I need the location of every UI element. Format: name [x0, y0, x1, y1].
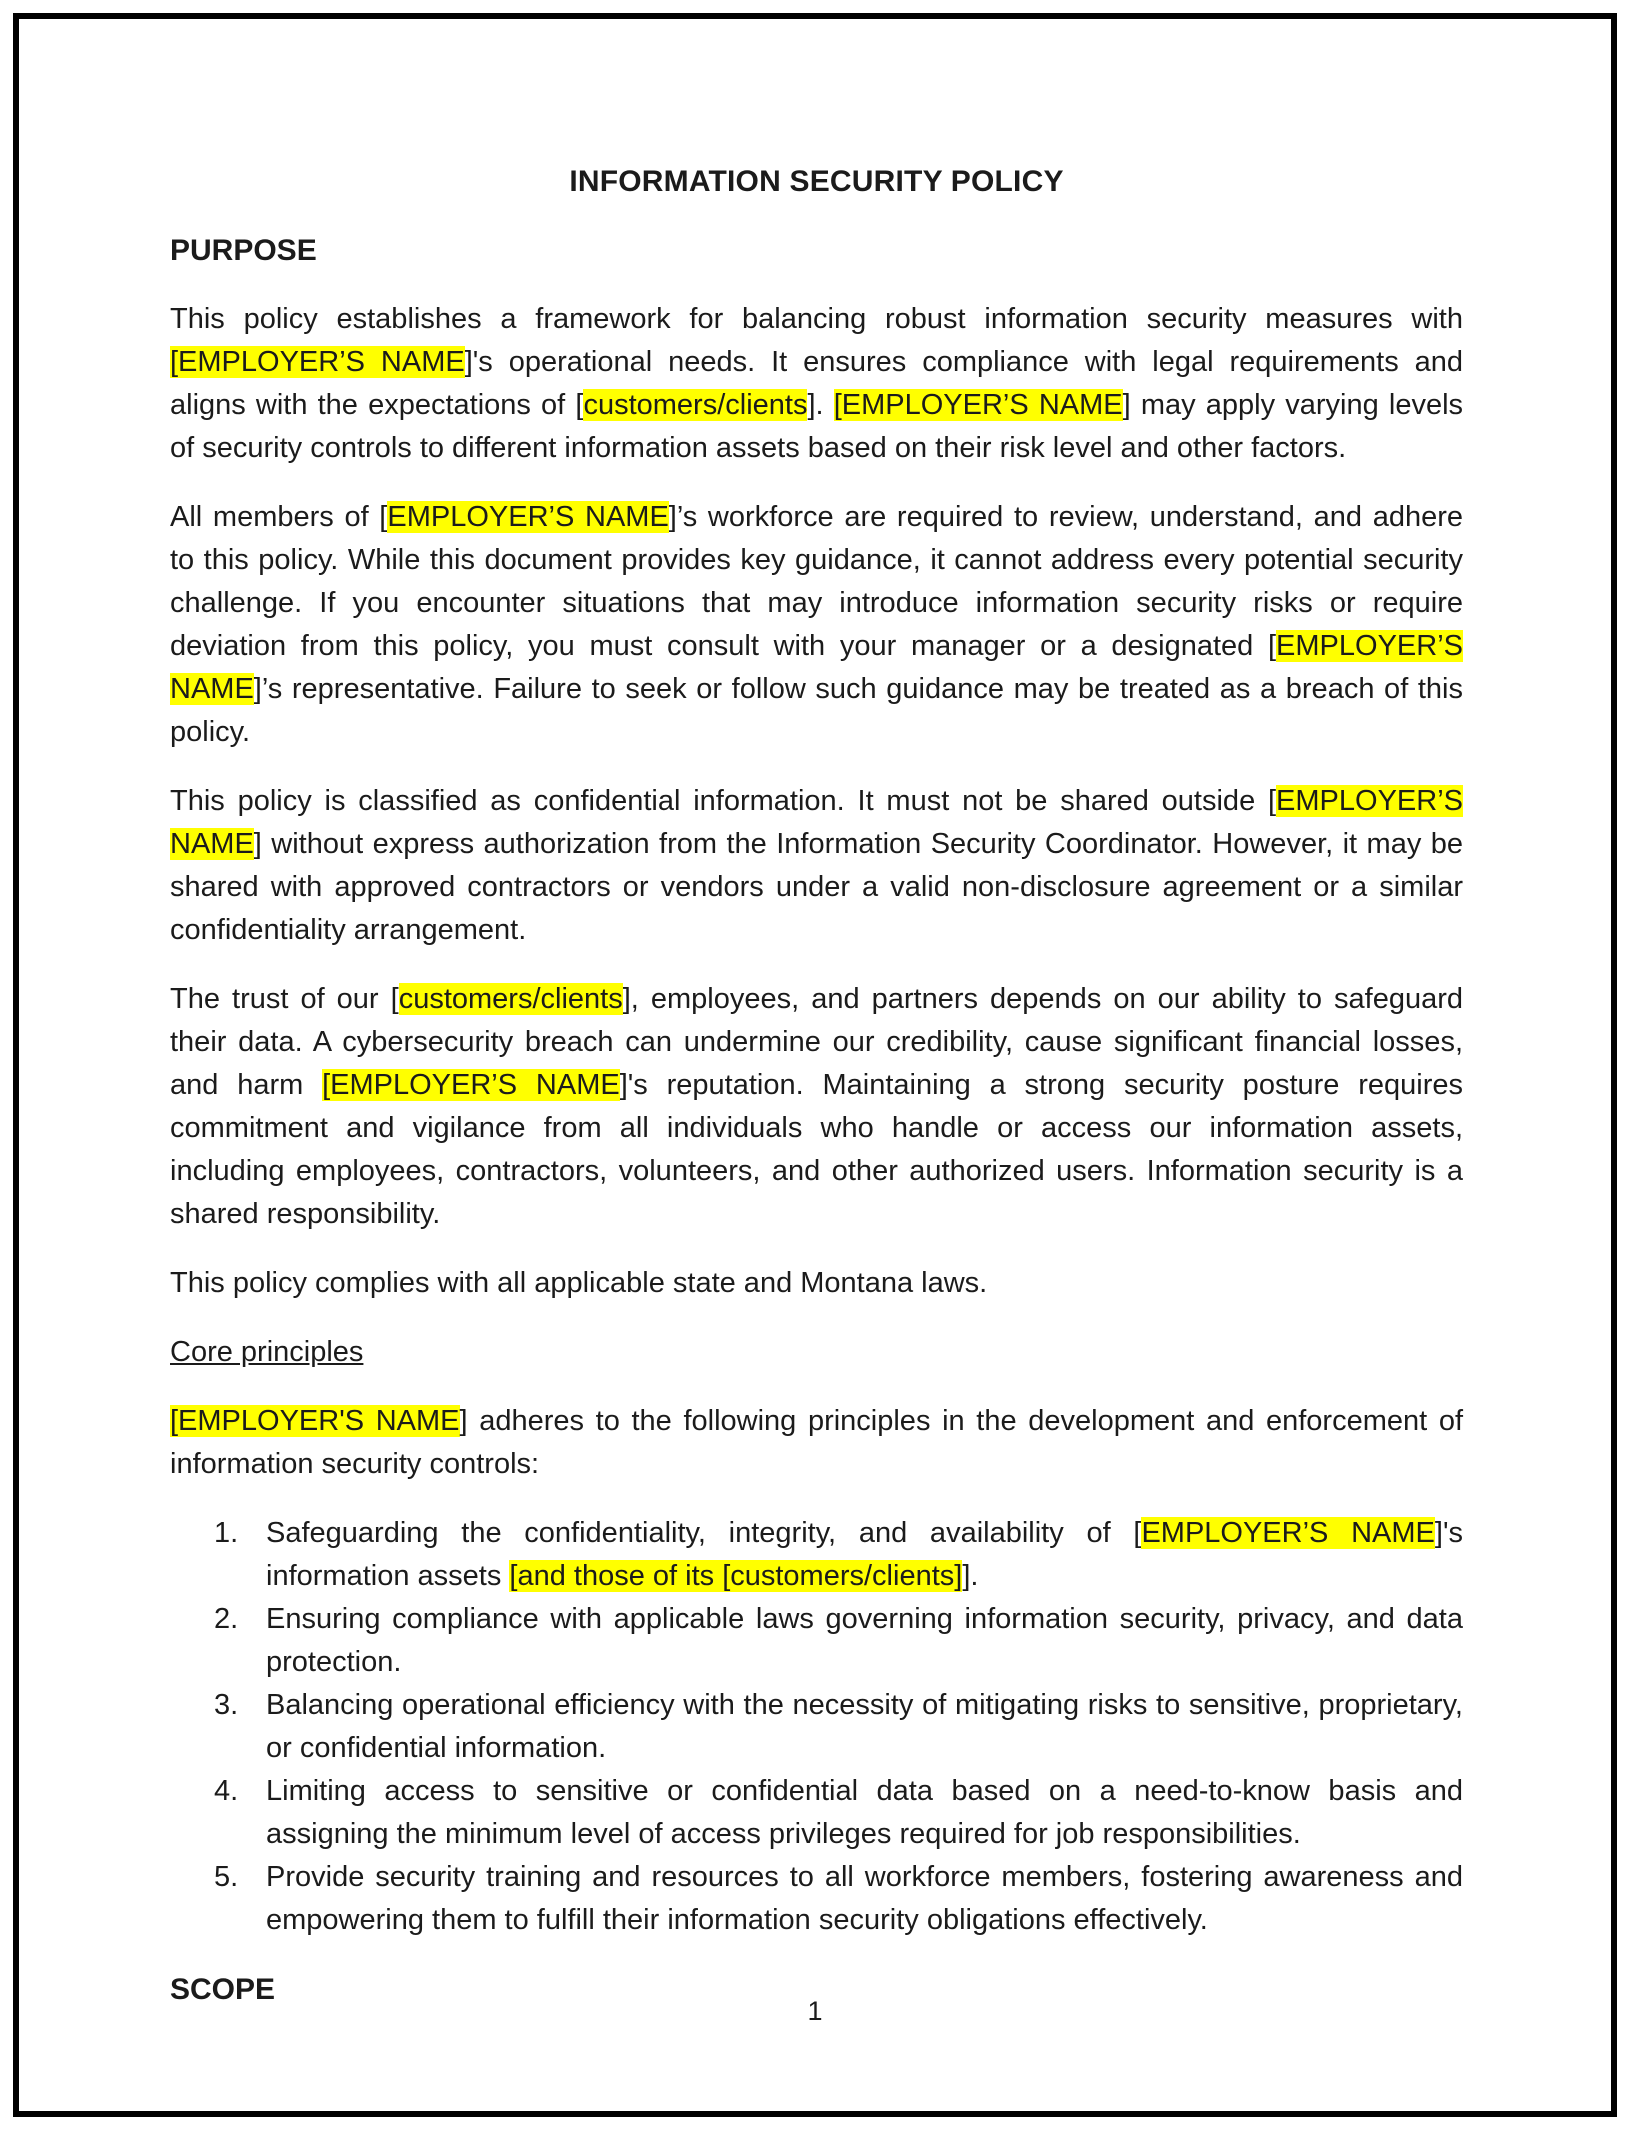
principle-item-5: Provide security training and resources to all workforce members, fostering awareness and empowering them to fulfill their information security obligations effectively. [266, 1861, 1463, 1936]
heading-scope: SCOPE [170, 1973, 276, 2006]
principle-item-4: Limiting access to sensitive or confidential data based on a need-to-know basis and assigning the minimum level of access privileges required for job responsibilities. [266, 1775, 1463, 1850]
purpose-paragraph-1: This policy establishes a framework for balancing robust information security measures with [EMPLOYER’S NAME]'s operational needs. It ensures compliance with legal requirements and aligns with the expectations of [customers/clients]. [EMPLOYER’S NAME] may apply varying levels of security controls to different information assets based on their risk level and other factors. [170, 303, 1464, 464]
core-principles-list [170, 1512, 1463, 1942]
principle-item-2: Ensuring compliance with applicable laws governing information security, privacy, and data protection. [266, 1603, 1463, 1678]
principle-item-1: Safeguarding the confidentiality, integrity, and availability of [EMPLOYER’S NAME]'s information assets [and those of its [customers/clients]]. [266, 1517, 1463, 1592]
purpose-paragraph-2: All members of [EMPLOYER’S NAME]’s workforce are required to review, understand, and adhere to this policy. While this document provides key guidance, it cannot address every potential security challenge. If you encounter situations that may introduce information security risks or require deviation from this policy, you must consult with your manager or a designated [EMPLOYER’S NAME]’s representative. Failure to seek or follow such guidance may be treated as a breach of this policy. [170, 501, 1463, 748]
purpose-paragraph-4: The trust of our [customers/clients], employees, and partners depends on our ability to safeguard their data. A cybersecurity breach can undermine our credibility, cause significant financial losses, and harm [EMPLOYER’S NAME]'s reputation. Maintaining a strong security posture requires commitment and vigilance from all individuals who handle or access our information assets, including employees, contractors, volunteers, and other authorized users. Information security is a shared responsibility. [170, 983, 1463, 1230]
principle-item-3: Balancing operational efficiency with the necessity of mitigating risks to sensitive, proprietary, or confidential information. [266, 1689, 1463, 1764]
core-principles-intro: [EMPLOYER'S NAME] adheres to the following principles in the development and enforcement of information security controls: [170, 1405, 1463, 1480]
page-number: 1 [807, 1996, 823, 2026]
document-content [170, 0, 1463, 2011]
compliance-paragraph: This policy complies with all applicable state and Montana laws. [170, 1267, 988, 1299]
heading-core-principles: Core principles [170, 1336, 364, 1368]
heading-purpose: PURPOSE [170, 234, 317, 267]
purpose-paragraph-3: This policy is classified as confidential information. It must not be shared outside [EMPLOYER’S NAME] without express authorization from the Information Security Coordinator. However, it may be shared with approved contractors or vendors under a valid non-disclosure agreement or a similar confidentiality arrangement. [170, 785, 1463, 946]
document-title: INFORMATION SECURITY POLICY [569, 165, 1064, 198]
